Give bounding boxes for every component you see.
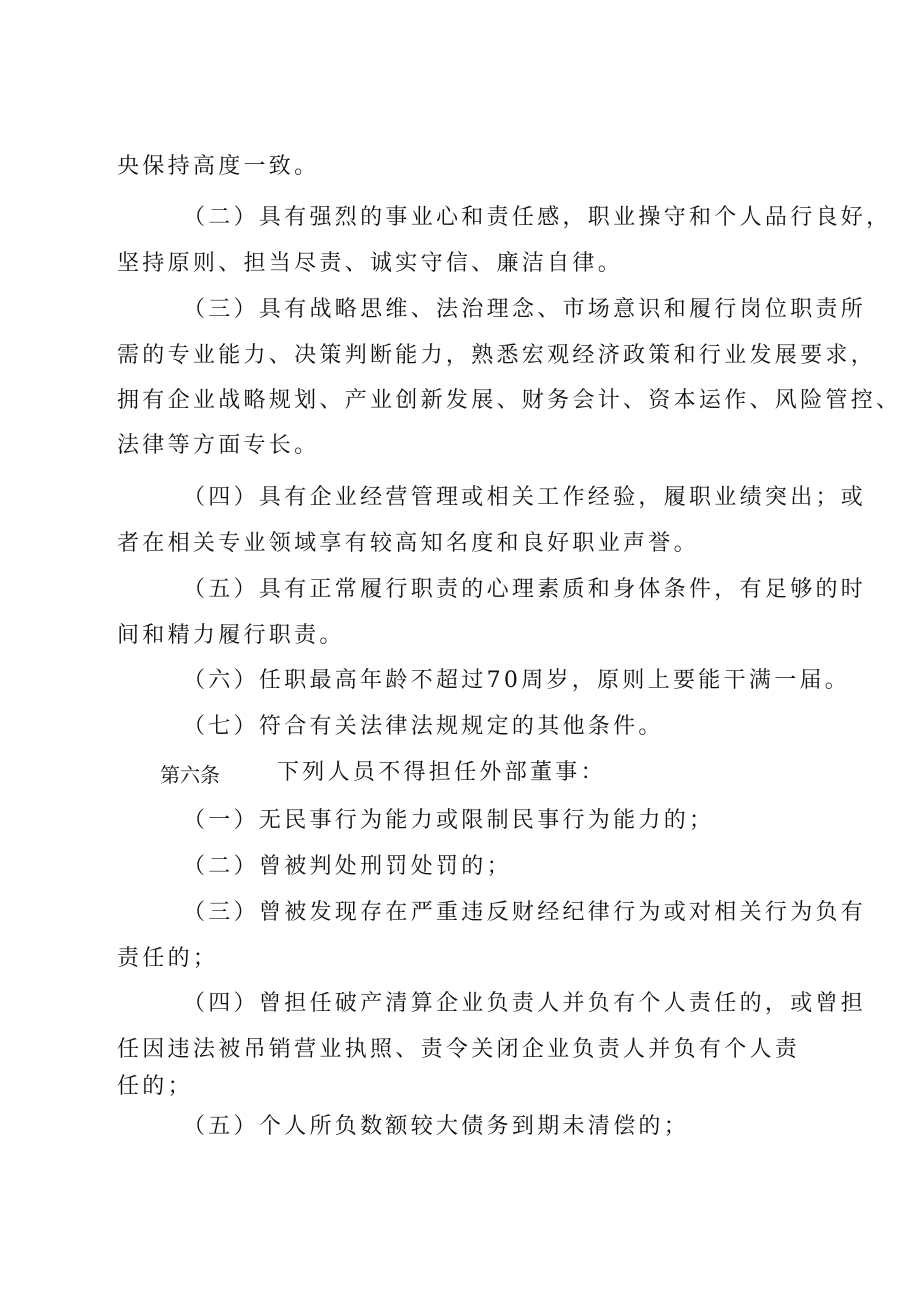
article-heading-text: 下列人员不得担任外部董事： <box>277 760 606 785</box>
article-number: 第六条 <box>160 763 220 787</box>
paragraph-line: （二）具有强烈的事业心和责任感，职业操守和个人品行良好， <box>183 205 892 230</box>
paragraph-line: （三）具有战略思维、法治理念、市场意识和履行岗位职责所 <box>183 297 867 322</box>
paragraph-line: （五）个人所负数额较大债务到期未清偿的； <box>183 1114 690 1139</box>
paragraph-line: （二）曾被判处刑罚处罚的； <box>183 854 512 879</box>
paragraph-line: （一）无民事行为能力或限制民事行为能力的； <box>183 808 715 833</box>
paragraph-line: 法律等方面专长。 <box>117 433 320 458</box>
paragraph-line: 责任的； <box>117 946 219 971</box>
paragraph-line: 任因违法被吊销营业执照、责令关闭企业负责人并负有个人责 <box>117 1037 801 1062</box>
paragraph-line: （四）具有企业经营管理或相关工作经验，履职业绩突出；或 <box>183 485 867 510</box>
paragraph-line: 拥有企业战略规划、产业创新发展、财务会计、资本运作、风险管控、 <box>117 388 902 413</box>
paragraph-line: （七）符合有关法律法规规定的其他条件。 <box>183 714 664 739</box>
paragraph-line: 任的； <box>117 1074 193 1099</box>
paragraph-line: 需的专业能力、决策判断能力，熟悉宏观经济政策和行业发展要求， <box>117 343 877 368</box>
paragraph-line: （五）具有正常履行职责的心理素质和身体条件，有足够的时 <box>183 577 867 602</box>
paragraph-line: （六）任职最高年龄不超过70周岁，原则上要能干满一届。 <box>183 668 851 693</box>
paragraph-line: 坚持原则、担当尽责、诚实守信、廉洁自律。 <box>117 251 624 276</box>
paragraph-line: 央保持高度一致。 <box>117 154 320 179</box>
paragraph-line: 间和精力履行职责。 <box>117 623 345 648</box>
paragraph-line: （三）曾被发现存在严重违反财经纪律行为或对相关行为负有 <box>183 900 867 925</box>
paragraph-line: （四）曾担任破产清算企业负责人并负有个人责任的，或曾担 <box>183 991 867 1016</box>
paragraph-line: 者在相关专业领域享有较高知名度和良好职业声誉。 <box>117 531 699 556</box>
